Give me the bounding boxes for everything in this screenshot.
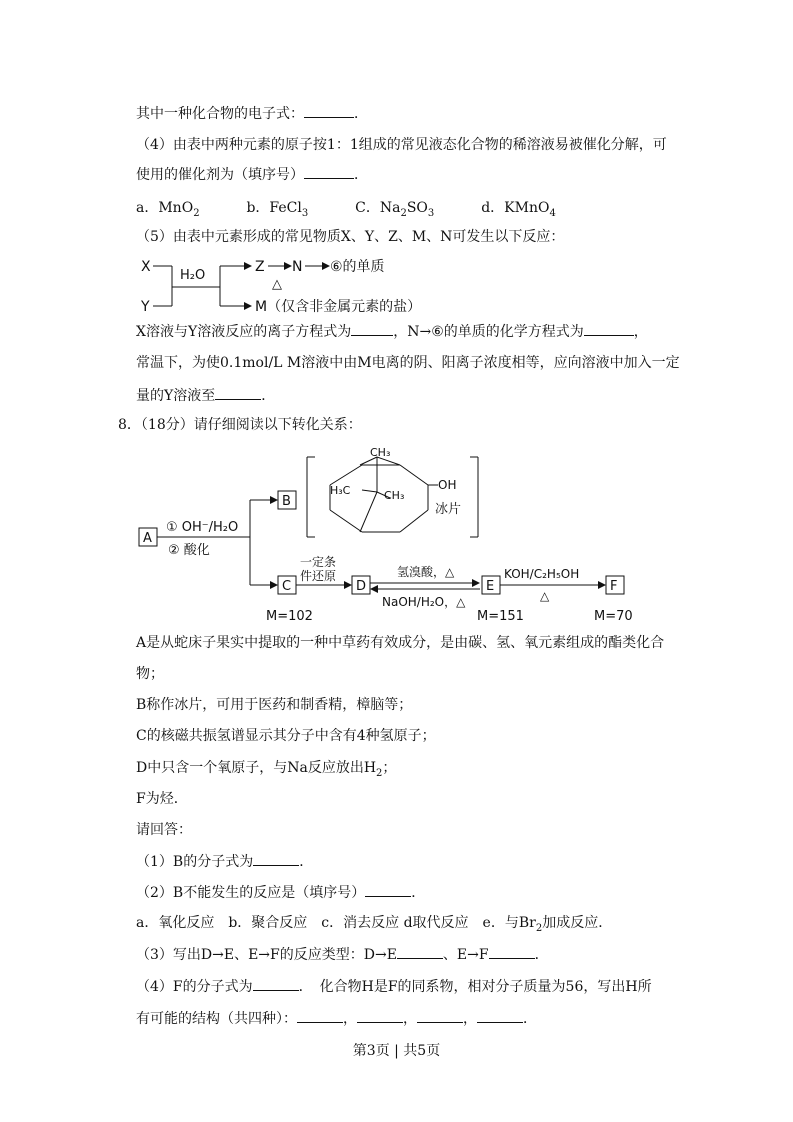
question-5-intro: （5）由表中元素形成的常见物质X、Y、Z、M、N可发生以下反应：: [136, 229, 565, 245]
condition-e-to-d: NaOH/H₂O，△: [382, 595, 466, 609]
compound-a: A: [143, 531, 152, 546]
answer-blank[interactable]: [253, 851, 299, 866]
hydroxyl-group: OH: [438, 478, 457, 492]
clue-a-line1: A是从蛇床子果实中提取的一种中草药有效成分，是由碳、氢、氧元素组成的酯类化合: [136, 635, 665, 651]
answer-blank[interactable]: [397, 944, 443, 959]
clue-b: B称作冰片，可用于医药和制香精，樟脑等；: [136, 697, 413, 713]
mass-f: M=70: [594, 609, 633, 624]
answer-blank[interactable]: [489, 944, 535, 959]
option-b: b．FeCl$_3$: [246, 200, 309, 219]
question-5-answer-line1: X溶液与Y溶液反应的离子方程式为 ，N→⑥的单质的化学方程式为 ，: [136, 321, 648, 342]
compound-d: D: [356, 579, 367, 594]
answer-4-line2: 有可能的结构（共四种）： ， ， ， ．: [136, 1008, 537, 1029]
compound-c: C: [282, 579, 292, 594]
answer-1: （1）B的分子式为 ．: [136, 851, 313, 872]
answer-2: （2）B不能发生的反应是（填序号） ．: [136, 882, 425, 903]
clue-d: D中只含一个氧原子，与Na反应放出$H_2$；: [136, 760, 397, 779]
option-a: a．MnO$_2$: [136, 200, 200, 219]
species-n: N: [292, 259, 303, 275]
question-5-answer-line2: 常温下，为使0.1mol/L M溶液中由M电离的阴、阳离子浓度相等，应向溶液中加入一定: [136, 355, 680, 371]
compound-b: B: [282, 494, 291, 509]
ask-prompt: 请回答：: [136, 822, 192, 838]
condition-d-to-e: 氢溴酸，△: [397, 565, 455, 579]
methyl-right: CH₃: [384, 489, 405, 502]
answer-2-options: a．氧化反应 b．聚合反应 c．消去反应 d取代反应 e．与$Br_2$加成反应．: [136, 915, 613, 934]
borneol-label: 冰片: [435, 502, 462, 517]
question-8-title: 8．（18分）请仔细阅读以下转化关系：: [118, 417, 362, 433]
answer-blank[interactable]: [297, 1008, 343, 1023]
step-2-label: ② 酸化: [168, 543, 210, 558]
question-4-line1: （4）由表中两种元素的原子按1：1组成的常见液态化合物的稀溶液易被催化分解，可: [136, 137, 667, 153]
condition-c-to-d-2: 件还原: [300, 569, 337, 583]
mass-c: M=102: [266, 609, 313, 624]
methyl-left: H₃C: [330, 484, 351, 497]
condition-e-to-f-heat: △: [540, 589, 550, 603]
compound-f: F: [610, 579, 618, 594]
condition-e-to-f: KOH/C₂H₅OH: [504, 567, 580, 581]
methyl-top: CH₃: [370, 446, 391, 459]
answer-4-line1: （4）F的分子式为 ． 化合物H是F的同系物，相对分子质量为56，写出H所: [136, 976, 652, 997]
mass-e: M=151: [477, 609, 524, 624]
clue-c: C的核磁共振氢谱显示其分子中含有4种氢原子；: [136, 728, 436, 744]
page-footer: 第3页 | 共5页: [352, 1043, 441, 1059]
clue-f: F为烃．: [136, 791, 188, 807]
species-m: M（仅含非金属元素的盐）: [255, 299, 422, 315]
reagent-h2o: H₂O: [180, 268, 206, 283]
answer-blank[interactable]: [417, 1008, 463, 1023]
species-y: Y: [141, 299, 150, 315]
step-1-label: ① OH⁻/H₂O: [166, 520, 239, 535]
species-x: X: [141, 259, 151, 275]
answer-blank[interactable]: [357, 1008, 403, 1023]
clue-a-line2: 物；: [136, 666, 164, 682]
answer-blank[interactable]: [477, 1008, 523, 1023]
answer-3: （3）写出D→E、E→F的反应类型：D→E 、E→F ．: [136, 944, 549, 965]
option-c: C．$Na_2SO_3$: [355, 200, 435, 219]
answer-blank[interactable]: [253, 976, 299, 991]
product-element-6: ⑥的单质: [330, 259, 385, 275]
option-d: d．KMnO$_4$: [481, 200, 556, 219]
compound-e: E: [486, 579, 495, 594]
question-4-line2: 使用的催化剂为（填序号） ．: [136, 164, 368, 185]
question-5-answer-line3: 量的Y溶液至 ．: [136, 385, 275, 406]
species-z: Z: [255, 259, 265, 275]
text-line-electron-formula: 其中一种化合物的电子式： ．: [136, 103, 368, 124]
answer-blank[interactable]: [365, 882, 411, 897]
heat-delta: △: [272, 277, 282, 292]
condition-c-to-d-1: 一定条: [300, 555, 337, 569]
